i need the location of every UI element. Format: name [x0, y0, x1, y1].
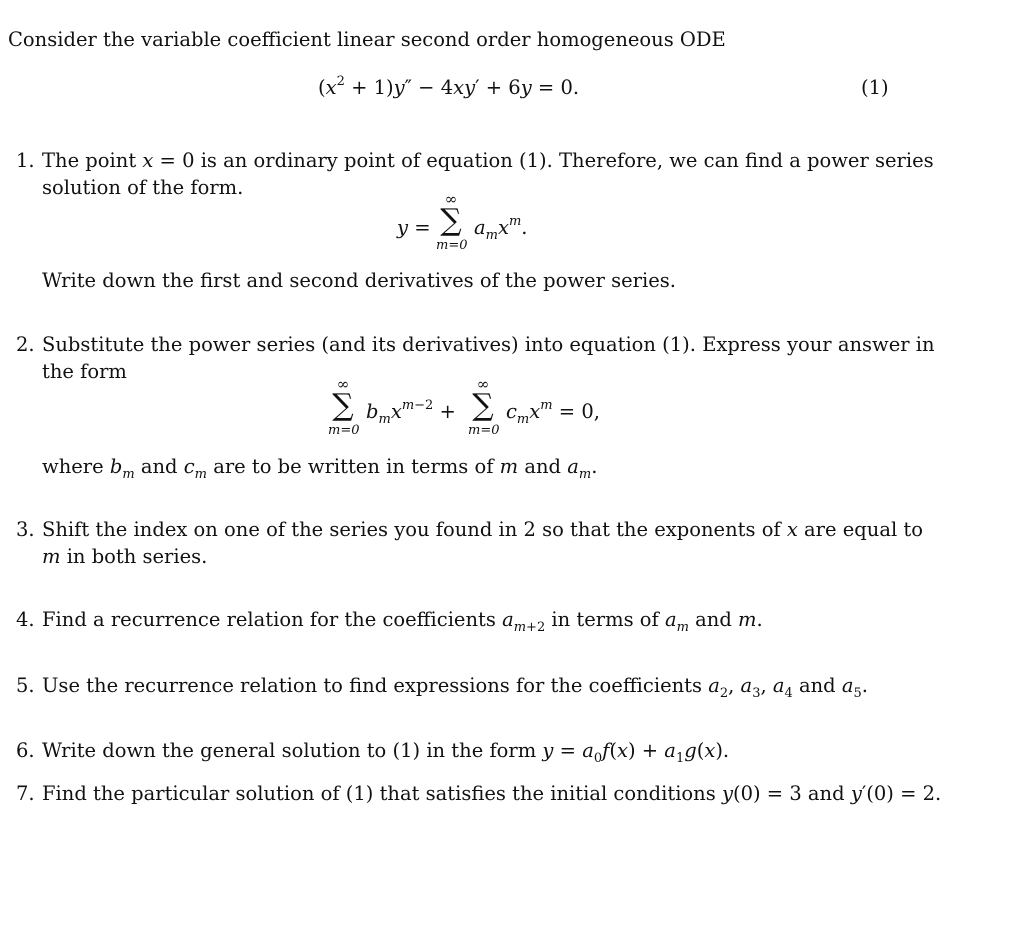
- sigma-sum-2: ∞ ∑ m=0: [328, 375, 360, 438]
- series-b-term: $b_mx^{m-2}$ +: [366, 398, 456, 427]
- item-number: 2.: [16, 333, 35, 356]
- equation-number: (1): [861, 76, 889, 99]
- item-1-line-1: 1. The point x = 0 is an ordinary point of equation (1). Therefore, we can find a power series: [16, 149, 934, 172]
- sigma-sum-3: ∞ ∑ m=0: [468, 375, 500, 438]
- item-4-line-1: 4. Find a recurrence relation for the coefficients $a_{m+2}$ in terms of $a_m$ and m.: [16, 608, 763, 635]
- series-y-lhs: y =: [397, 216, 431, 239]
- main-equation: $(x^2 + 1)y'' - 4xy' + 6y = 0$.: [318, 74, 580, 99]
- item-number: 7.: [16, 782, 35, 805]
- item-3-line-2: m in both series.: [42, 545, 208, 568]
- item-1-line-2: solution of the form.: [42, 176, 244, 199]
- item-2-line-1: 2. Substitute the power series (and its derivatives) into equation (1). Express your answer in: [16, 333, 935, 356]
- item-2-after: where $b_m$ and $c_m$ are to be written in terms of m and $a_m$.: [42, 455, 598, 482]
- item-1-after: Write down the first and second derivatives of the power series.: [42, 269, 676, 292]
- item-6-line-1: 6. Write down the general solution to (1) in the form $y = a_0f(x) + a_1g(x)$.: [16, 739, 730, 766]
- item-number: 1.: [16, 149, 35, 172]
- item-number: 6.: [16, 739, 35, 762]
- intro-text: Consider the variable coefficient linear second order homogeneous ODE: [8, 28, 726, 51]
- item-3-line-1: 3. Shift the index on one of the series you found in 2 so that the exponents of x are equal to: [16, 518, 923, 541]
- item-2-line-2: the form: [42, 360, 127, 383]
- item-number: 5.: [16, 674, 35, 697]
- item-number: 4.: [16, 608, 35, 631]
- series-c-term: $c_mx^m = 0$,: [506, 398, 600, 427]
- series-y-term: $a_mx^m$.: [474, 214, 528, 243]
- item-number: 3.: [16, 518, 35, 541]
- item-7-line-1: 7. Find the particular solution of (1) that satisfies the initial conditions y(0) = 3 and y′(0) = 2.: [16, 782, 942, 805]
- item-5-line-1: 5. Use the recurrence relation to find expressions for the coefficients $a_2$, $a_3$, $a_4$ and $a_5$.: [16, 674, 868, 701]
- sigma-sum-1: ∞ ∑ m=0: [436, 190, 468, 253]
